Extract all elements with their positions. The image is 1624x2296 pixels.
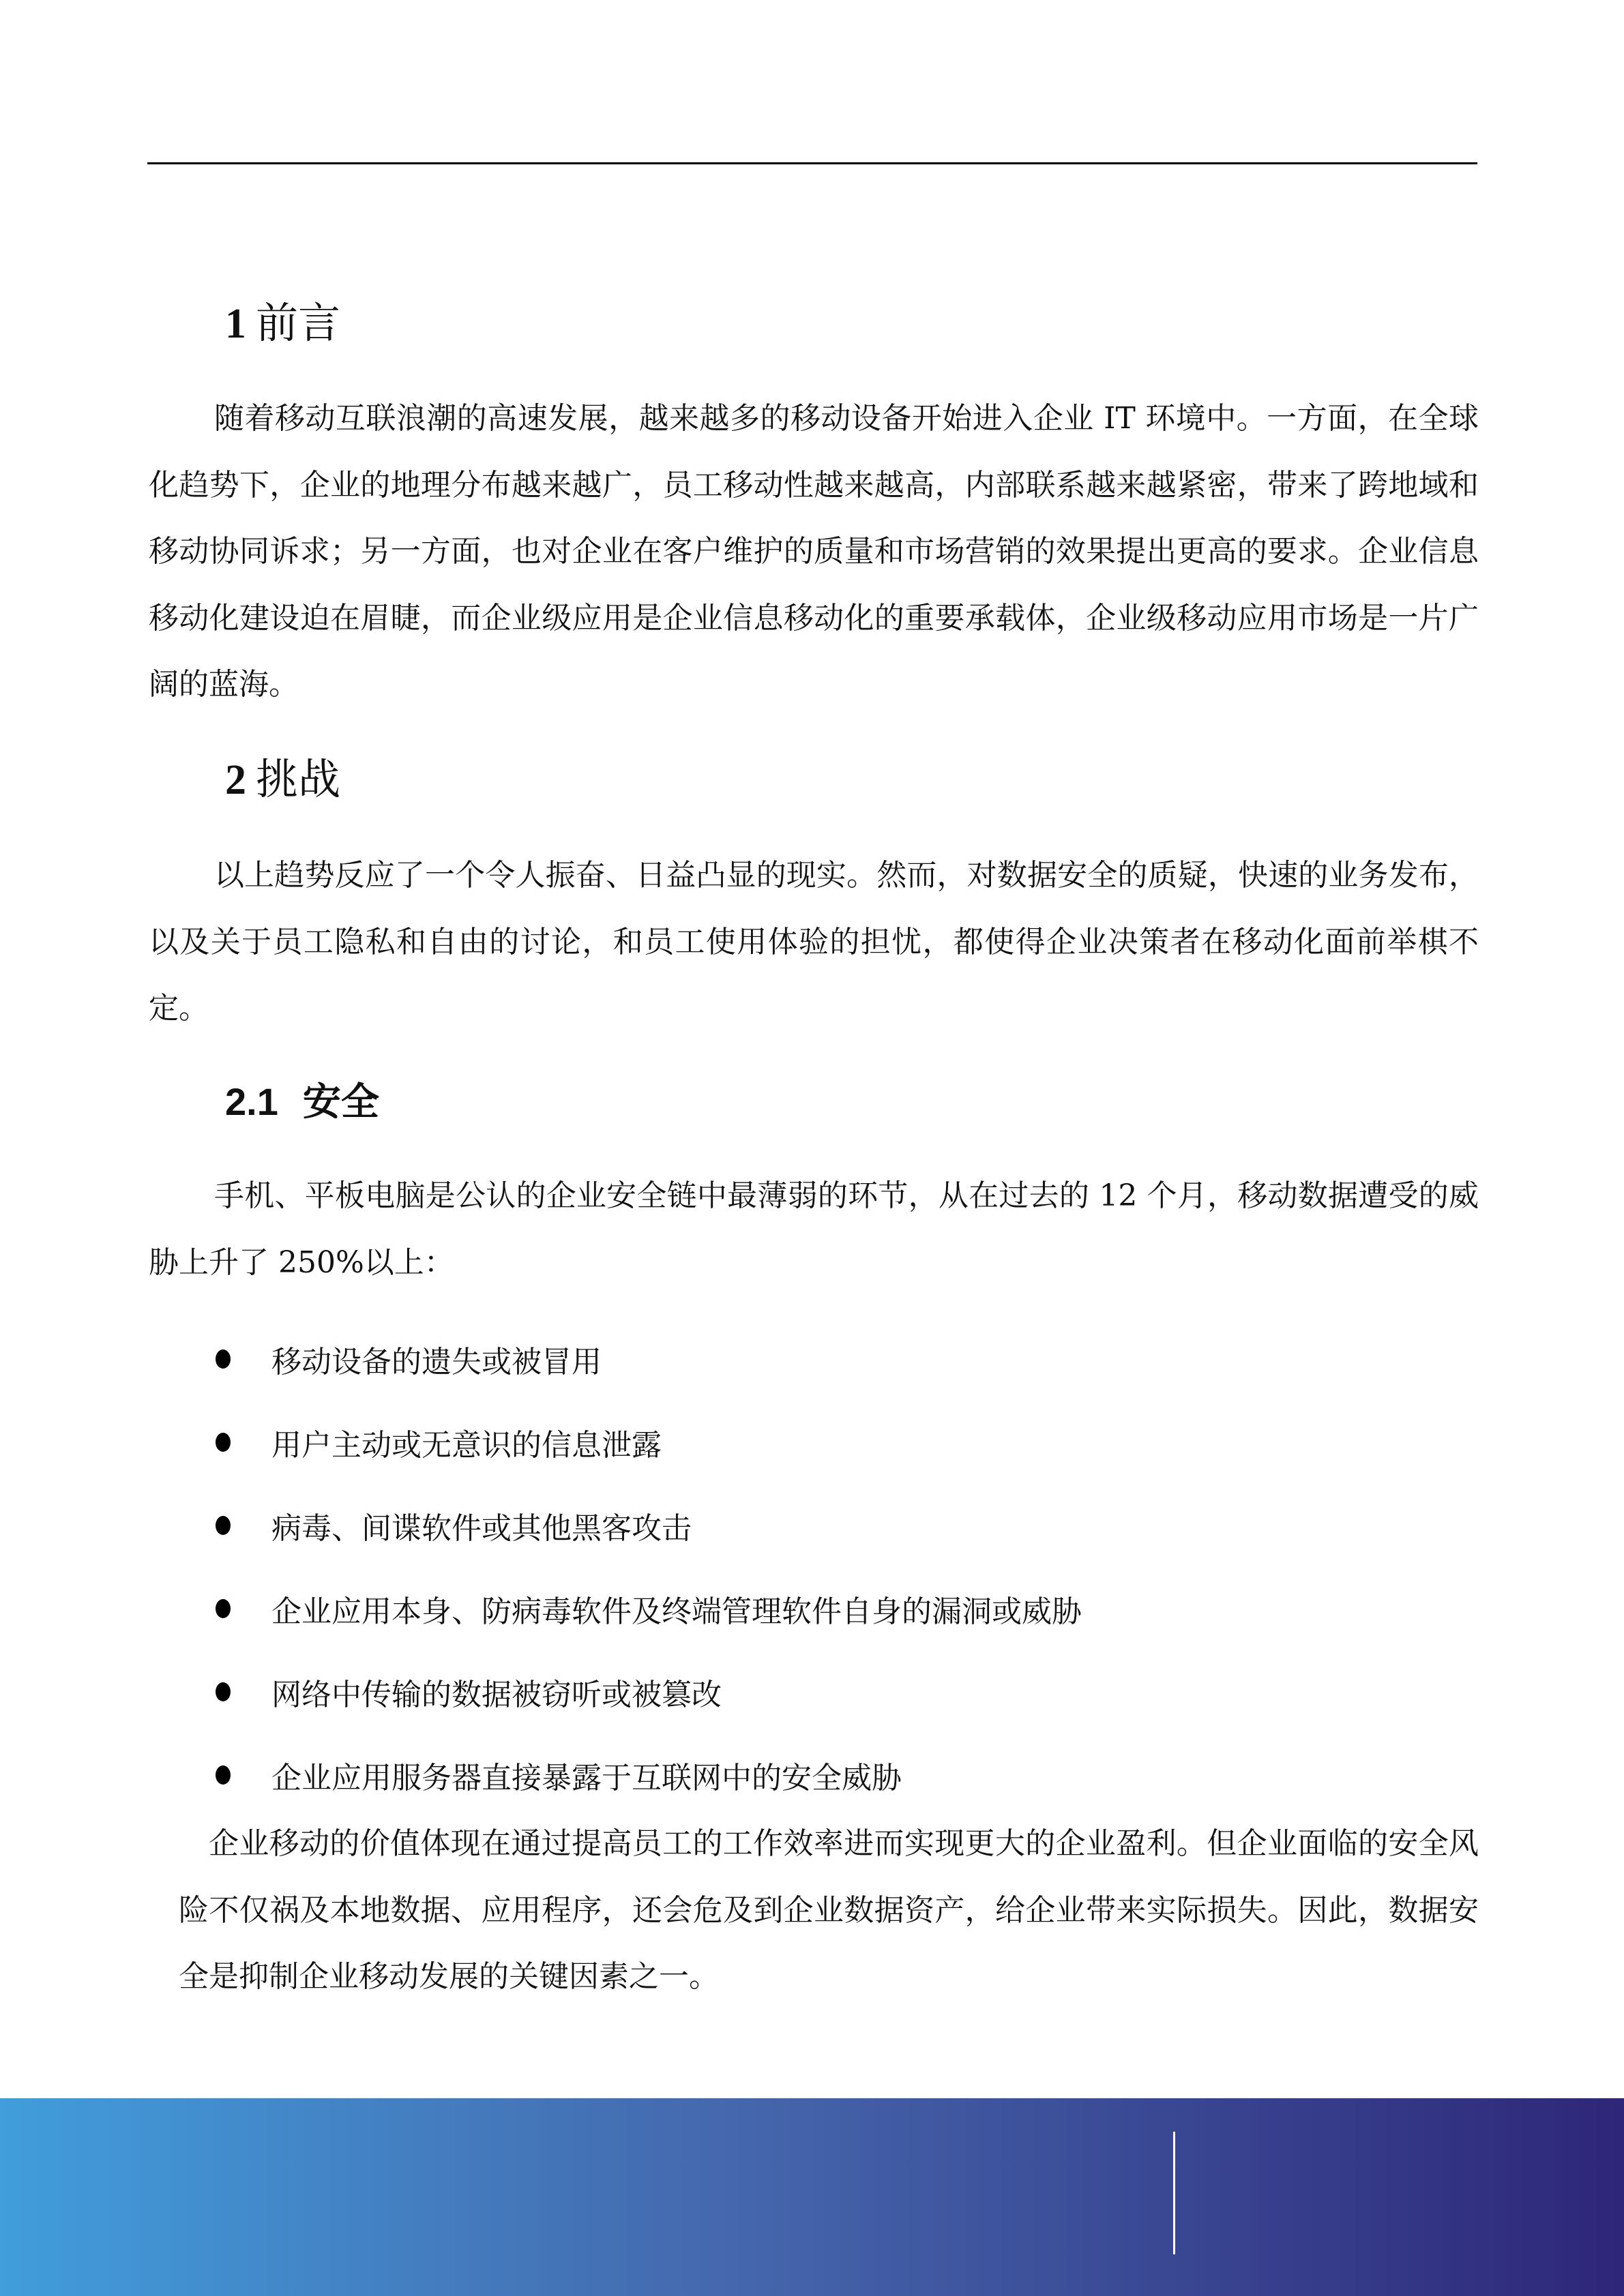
security-intro-paragraph: 手机、平板电脑是公认的企业安全链中最薄弱的环节，从在过去的 12 个月，移动数据遭受的威胁上升了 250%以上： — [149, 1178, 1479, 1280]
section-heading-challenges — [225, 754, 341, 804]
preface-paragraph: 随着移动互联浪潮的高速发展，越来越多的移动设备开始进入企业 IT 环境中。一方面，在全球化趋势下，企业的地理分布越来越广，员工移动性越来越高，内部联系越来越紧密，带来了跨地域和移动协同诉求；另一方面，也对企业在客户维护的质量和市场营销的效果提出更高的要求。企业信息移动化建设迫在眉睫，而企业级应用是企业信息移动化的重要承载体，企业级移动应用市场是一片广阔的蓝海。 — [149, 401, 1479, 702]
bullet-icon — [216, 1599, 231, 1618]
section-number: 1 — [225, 301, 246, 347]
list-item — [216, 1484, 1082, 1567]
bullet-icon — [216, 1682, 231, 1701]
bullet-icon — [216, 1516, 231, 1535]
list-item-text: 移动设备的遗失或被冒用 — [271, 1345, 602, 1380]
section-heading-preface — [225, 298, 341, 348]
footer-divider — [1173, 2132, 1175, 2254]
list-item-text: 企业应用服务器直接暴露于互联网中的安全威胁 — [271, 1761, 902, 1795]
bullet-icon — [216, 1350, 231, 1369]
subsection-title: 安全 — [302, 1080, 379, 1123]
list-item-text: 网络中传输的数据被窃听或被篡改 — [271, 1678, 722, 1712]
list-item — [216, 1733, 1082, 1817]
list-item-text: 用户主动或无意识的信息泄露 — [271, 1428, 662, 1463]
list-item-text: 病毒、间谍软件或其他黑客攻击 — [271, 1511, 692, 1546]
list-item-text: 企业应用本身、防病毒软件及终端管理软件自身的漏洞或威胁 — [271, 1594, 1082, 1629]
header-rule — [147, 162, 1477, 164]
bullet-icon — [216, 1433, 231, 1452]
list-item — [216, 1401, 1082, 1484]
list-item — [216, 1317, 1082, 1401]
challenges-paragraph: 以上趋势反应了一个令人振奋、日益凸显的现实。然而，对数据安全的质疑，快速的业务发布，以及关于员工隐私和自由的讨论，和员工使用体验的担忧，都使得企业决策者在移动化面前举棋不定。 — [149, 858, 1479, 1026]
section-title: 前言 — [256, 298, 341, 348]
security-threat-list — [216, 1317, 1082, 1817]
section-title: 挑战 — [256, 754, 341, 804]
security-conclusion-paragraph: 企业移动的价值体现在通过提高员工的工作效率进而实现更大的企业盈利。但企业面临的安全风险不仅祸及本地数据、应用程序，还会危及到企业数据资产，给企业带来实际损失。因此，数据安全是抑制企业移动发展的关键因素之一。 — [179, 1826, 1479, 1994]
subsection-number: 2.1 — [225, 1080, 278, 1123]
footer-gradient-band — [0, 2098, 1624, 2296]
list-item — [216, 1650, 1082, 1733]
list-item — [216, 1567, 1082, 1650]
subsection-heading-security — [225, 1080, 379, 1123]
bullet-icon — [216, 1765, 231, 1785]
section-number: 2 — [225, 757, 246, 803]
